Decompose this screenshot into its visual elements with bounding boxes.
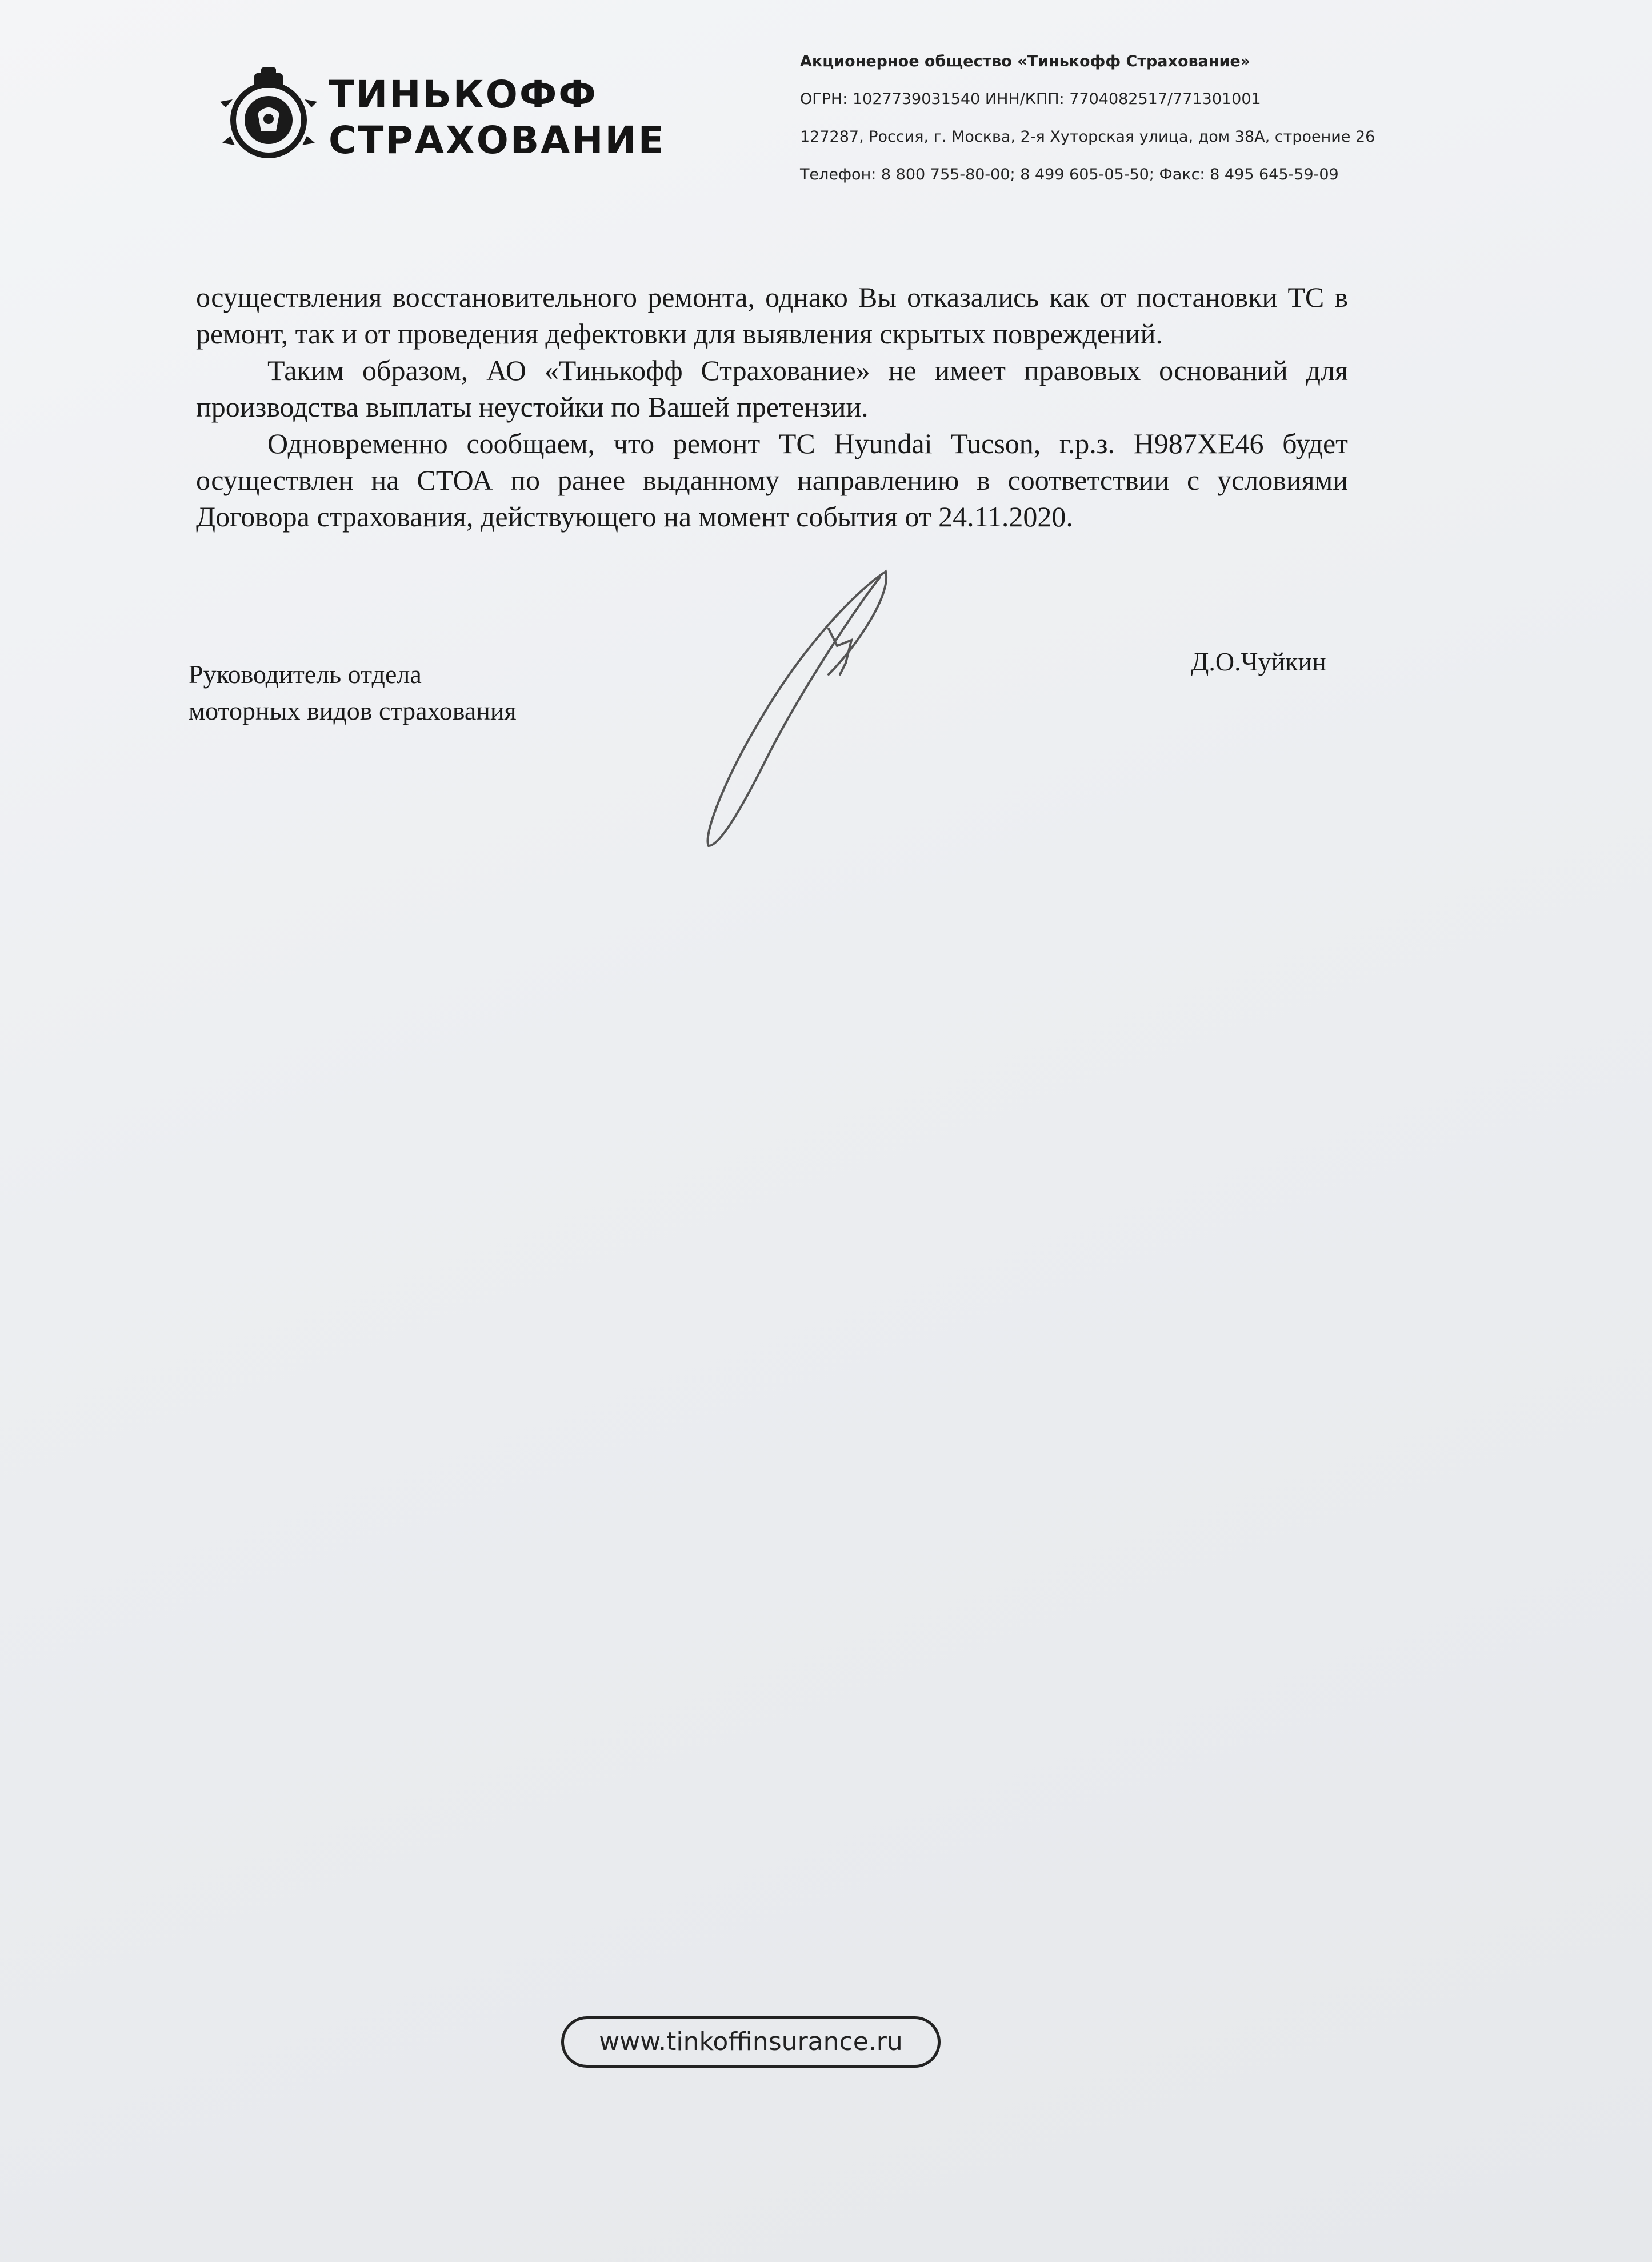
logo-wordmark [329,72,666,163]
paragraph-3: Одновременно сообщаем, что ремонт ТС Hyundai Tucson, г.р.з. Н987ХЕ46 будет осуществлен на СТОА по ранее выданному направлению в соответствии с условиями Договора страхования, действующего на момент события от 24.11.2020. [196,427,1348,533]
position-line-2: моторных видов страхования [189,696,517,725]
signatory-name: Д.О.Чуйкин [1191,647,1326,676]
paragraph-1: осуществления восстановительного ремонта, однако Вы отказались как от постановки ТС в ремонт, так и от проведения дефектовки для выявления скрытых повреждений. [196,281,1348,350]
logo-line-2: СТРАХОВАНИЕ [329,118,666,162]
company-phones: Телефон: 8 800 755-80-00; 8 499 605-05-50; Факс: 8 495 645-59-09 [800,166,1339,183]
company-registration: ОГРН: 1027739031540 ИНН/КПП: 7704082517/771301001 [800,90,1261,108]
signatory-position [189,656,517,729]
position-line-1: Руководитель отдела [189,660,422,689]
paragraph-2: Таким образом, АО «Тинькофф Страхование» не имеет правовых оснований для производства выплаты неустойки по Вашей претензии. [196,354,1348,423]
handwritten-signature [686,560,926,869]
company-name: Акционерное общество «Тинькофф Страхование» [800,53,1251,70]
letter-body [196,279,1348,535]
company-logo [220,67,666,165]
company-address: 127287, Россия, г. Москва, 2-я Хуторская улица, дом 38А, строение 26 [800,128,1375,146]
company-details [800,43,1543,194]
crest-icon [220,67,317,165]
logo-line-1: ТИНЬКОФФ [329,73,598,117]
website-link[interactable]: www.tinkoffinsurance.ru [561,2016,941,2068]
